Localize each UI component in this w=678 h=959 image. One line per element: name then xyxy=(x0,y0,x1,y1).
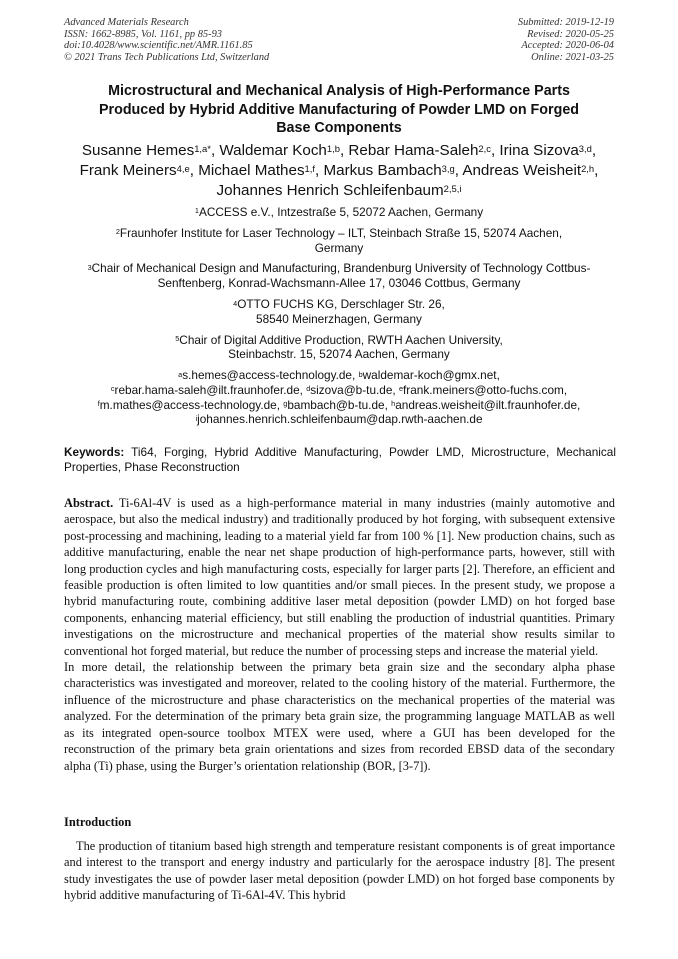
abstract-text: Ti-6Al-4V is used as a high-performance material in many industries (mainly automotive and aerospace, but also the medical industry) and traditionally produced by hot forging, with subsequent extensive post-processing and machining, leading to a material yield far from 100 % [1]. New production chains, such as additive manufacturing, enable the near net shape production of high-performance parts, however, still with long production cycles and high manufacturing costs, especially for larger parts [2]. Therefore, an efficient and feasible production is often limited to low quantities and/or small pieces. In the present study, we propose a hybrid manufacturing route, combining additive laser metal deposition (powder LMD) on hot forged base components, enhancing material efficiency, but still enabling the production of industrial quantities. Primary investigations on the microstructure and mechanical properties of the material show results similar to conventional hot forged material, but reduce the number of processing steps and increase the material yield. xyxy=(64,496,615,658)
affiliation-line: Germany xyxy=(314,240,364,255)
journal-doi: doi:10.4028/www.scientific.net/AMR.1161.85 xyxy=(64,40,253,52)
email-marker: b xyxy=(358,369,363,379)
affiliation-text: Fraunhofer Institute for Laser Technology – ILT, Steinbach Straße 15, 52074 Aachen, xyxy=(119,225,563,240)
author-affiliation-marker: 3,g xyxy=(441,162,455,174)
affiliations xyxy=(40,205,638,427)
author-line: Frank Meiners$^{4,e}$, Michael Mathes$^{1,f}$, Markus Bambach$^{3,g}$, Andreas Weisheit$^{2,h}$, xyxy=(79,162,599,179)
keywords xyxy=(64,445,616,475)
email-line: $^c$rebar.hama-saleh@ilt.fraunhofer.de, $^d$sizova@b-tu.de, $^e$frank.meiners@otto-fuchs.com, xyxy=(110,382,568,397)
email-address[interactable]: m.mathes@access-technology.de xyxy=(99,397,277,412)
email-line: $^f$m.mathes@access-technology.de, $^g$bambach@b-tu.de, $^h$andreas.weisheit@ilt.fraunhofer.de, xyxy=(97,397,581,412)
keywords-label: Keywords: xyxy=(64,445,125,459)
date-accepted: Accepted: 2020-06-04 xyxy=(521,40,614,52)
email-marker: g xyxy=(283,399,288,409)
section-heading-introduction: Introduction xyxy=(64,815,132,829)
email-marker: a xyxy=(178,369,183,379)
email-marker: d xyxy=(306,384,311,394)
email-address[interactable]: s.hemes@access-technology.de xyxy=(182,368,352,383)
affiliation-line: Senftenberg, Konrad-Wachsmann-Allee 17, 03046 Cottbus, Germany xyxy=(157,276,521,291)
email-line xyxy=(40,412,638,427)
affiliation xyxy=(40,261,638,290)
author-name: Johannes Henrich Schleifenbaum xyxy=(216,182,444,199)
email-address[interactable]: andreas.weisheit@ilt.fraunhofer.de xyxy=(395,397,578,412)
email-marker: f xyxy=(97,399,100,409)
date-revised: Revised: 2020-05-25 xyxy=(527,28,614,40)
affiliation-line xyxy=(40,297,638,312)
author-line: Susanne Hemes$^{1,a*}$, Waldemar Koch$^{1,b}$, Rebar Hama-Saleh$^{2,c}$, Irina Sizova$^{3,d}$, xyxy=(81,142,597,159)
email-marker: i xyxy=(195,413,198,423)
affiliation-line xyxy=(40,226,638,241)
author-name: Michael Mathes xyxy=(198,162,305,179)
affiliation xyxy=(40,226,638,255)
email-address[interactable]: frank.meiners@otto-fuchs.com xyxy=(403,382,564,397)
author-line xyxy=(40,181,638,201)
abstract xyxy=(64,495,615,774)
author-list xyxy=(40,141,638,201)
affiliation xyxy=(40,205,638,220)
abstract-paragraph xyxy=(64,495,615,659)
journal-copyright: © 2021 Trans Tech Publications Ltd, Switzerland xyxy=(64,51,270,63)
keywords-text: Ti64, Forging, Hybrid Additive Manufacturing, Powder LMD, Microstructure, Mechanical Properties, Phase Reconstruction xyxy=(64,445,616,474)
affiliation-text: Chair of Mechanical Design and Manufacturing, Brandenburg University of Technology Cottbus- xyxy=(91,261,591,276)
author-affiliation-marker: 2,c xyxy=(478,142,491,154)
affiliation-line xyxy=(40,333,638,348)
author-affiliation-marker: 3,d xyxy=(578,142,592,154)
author-affiliation-marker: 2,5,i xyxy=(443,182,462,194)
title-line: Base Components xyxy=(276,120,402,136)
journal-info xyxy=(64,17,269,63)
abstract-label: Abstract. xyxy=(64,496,114,510)
affiliation-number: 5 xyxy=(175,334,180,344)
email-line: $^a$s.hemes@access-technology.de, $^b$waldemar-koch@gmx.net, xyxy=(178,368,500,383)
affiliation xyxy=(40,297,638,326)
affiliation-line xyxy=(40,261,638,276)
author-name: Frank Meiners xyxy=(79,162,177,179)
email-marker: h xyxy=(391,399,396,409)
email-marker: e xyxy=(398,384,404,394)
abstract-paragraph: In more detail, the relationship between the primary beta grain size and the secondary alpha phase characteristics was investigated and moreover, related to the cooling history of the material. Furthermore, the influence of the microstructure and phase characteristics on the mechanical properties of the material was analyzed. For the determination of the primary beta grain size, the programming language MATLAB as well as its integrated open-source toolbox MTEX were used, where a GUI has been developed for the reconstruction of the primary beta grain orientations and sizes from recorded EBSD data of the secondary alpha (Ti) phase, using the Burger’s orientation relationship (BOR, [3-7]). xyxy=(64,660,615,773)
introduction-body xyxy=(64,838,615,904)
affiliation-line: Steinbachstr. 15, 52074 Aachen, Germany xyxy=(228,347,450,362)
date-online: Online: 2021-03-25 xyxy=(531,51,614,63)
affiliation-line: 58540 Meinerzhagen, Germany xyxy=(256,311,422,326)
affiliation xyxy=(40,333,638,362)
author-affiliation-marker: 1,a* xyxy=(194,142,211,154)
email-address[interactable]: sizova@b-tu.de xyxy=(310,382,393,397)
journal-name: Advanced Materials Research xyxy=(64,17,189,28)
email-list xyxy=(40,368,638,427)
author-affiliation-marker: 1,f xyxy=(304,162,316,174)
affiliation-number: 4 xyxy=(233,298,238,308)
author-name: Susanne Hemes xyxy=(81,142,195,159)
author-name: Rebar Hama-Saleh xyxy=(348,142,479,159)
paper-title xyxy=(40,82,638,138)
submission-dates xyxy=(518,17,614,63)
affiliation-text: ACCESS e.V., Intzestraße 5, 52072 Aachen, Germany xyxy=(198,205,484,219)
email-address[interactable]: johannes.henrich.schleifenbaum@dap.rwth-aachen.de xyxy=(197,412,483,427)
affiliation-number: 2 xyxy=(115,227,120,237)
journal-issn: ISSN: 1662-8985, Vol. 1161, pp 85-93 xyxy=(64,28,222,40)
email-address[interactable]: bambach@b-tu.de xyxy=(287,397,385,412)
affiliation-text: Chair of Digital Additive Production, RWTH Aachen University, xyxy=(179,332,503,347)
email-address[interactable]: rebar.hama-saleh@ilt.fraunhofer.de xyxy=(114,382,300,397)
title-line: Microstructural and Mechanical Analysis of High-Performance Parts xyxy=(108,83,570,99)
affiliation-number: 3 xyxy=(87,262,92,272)
author-name: Waldemar Koch xyxy=(219,142,327,159)
author-affiliation-marker: 4,e xyxy=(176,162,190,174)
introduction-paragraph: The production of titanium based high strength and temperature resistant components is of great importance and interest to the transport and energy industry and particularly for the aerospace industry [8]. The present study investigates the use of powder laser metal deposition (powder LMD) on hot forged base components by hybrid additive manufacturing of Ti-6Al-4V. This hybrid xyxy=(64,839,615,903)
author-affiliation-marker: 1,b xyxy=(326,142,340,154)
author-name: Irina Sizova xyxy=(499,142,579,159)
author-name: Markus Bambach xyxy=(323,162,442,179)
title-line: Produced by Hybrid Additive Manufacturing of Powder LMD on Forged xyxy=(98,101,579,118)
date-submitted: Submitted: 2019-12-19 xyxy=(517,17,614,28)
affiliation-number: 1 xyxy=(194,206,199,216)
affiliation-text: OTTO FUCHS KG, Derschlager Str. 26, xyxy=(237,297,445,312)
author-name: Andreas Weisheit xyxy=(462,162,582,179)
email-address[interactable]: waldemar-koch@gmx.net xyxy=(362,368,497,383)
author-affiliation-marker: 2,h xyxy=(581,162,595,174)
email-marker: c xyxy=(110,384,115,394)
affiliation-line xyxy=(40,205,638,220)
